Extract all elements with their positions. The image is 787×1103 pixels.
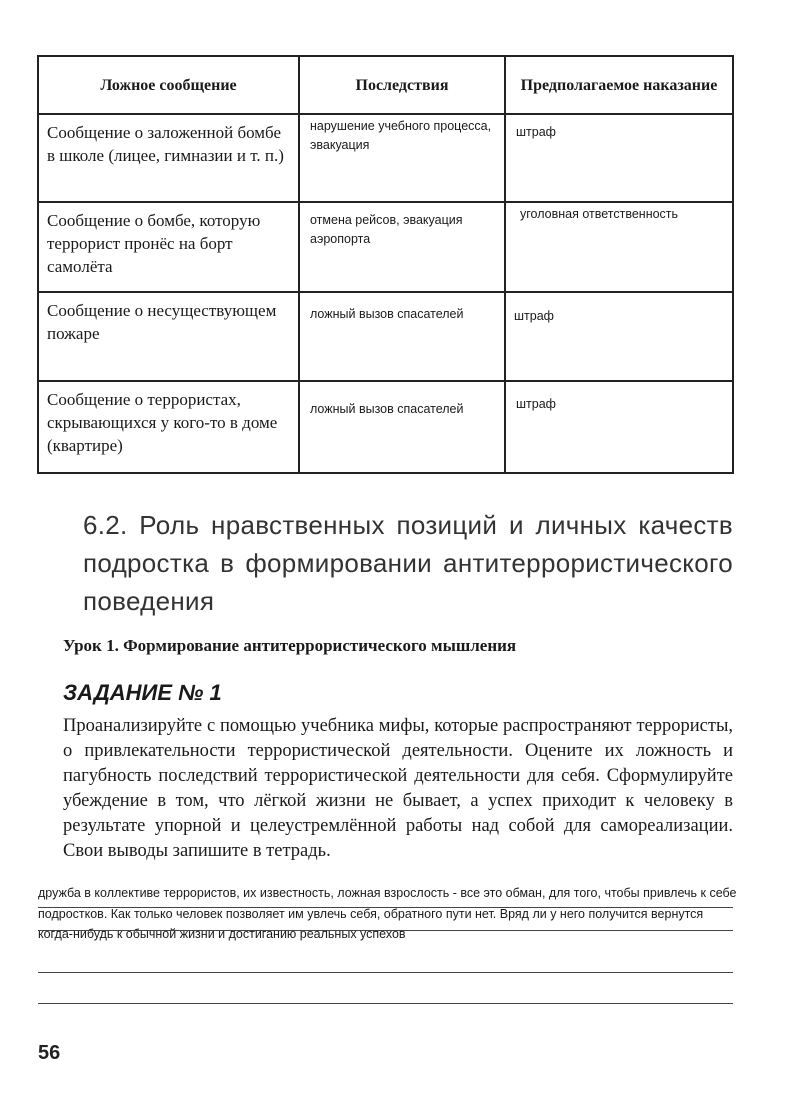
answer-text[interactable]: дружба в коллективе террористов, их известность, ложная взрослость - все это обман, для того, чтобы привлечь к себе подростков. Как только человек позволяет им увлечь себя, обратного пути нет. Вряд ли у него получится вернутся когда-нибудь к обычной жизни и достиганию реальных успехов [38,886,737,941]
lesson-title: Урок 1. Формирование антитеррористического мышления [63,636,517,655]
consequences-cell[interactable]: нарушение учебного процесса, эвакуация [299,114,505,202]
punishment-cell[interactable]: уголовная ответственность [505,202,733,292]
answer-line [38,930,733,931]
section-title: 6.2. Роль нравственных позиций и личных качеств подростка в формировании антитеррористического поведения [83,510,733,616]
message-cell: Сообщение о бомбе, которую террорист пронёс на борт самолёта [38,202,299,292]
punishment-cell[interactable]: штраф [505,292,733,381]
punishment-cell[interactable]: штраф [505,381,733,473]
consequences-cell[interactable]: отмена рейсов, эвакуация аэропорта [299,202,505,292]
header-punishment: Предполагаемое наказание [505,56,733,114]
consequences-cell[interactable]: ложный вызов спасателей [299,381,505,473]
answer-line [38,972,733,973]
task-title: ЗАДАНИЕ № 1 [63,680,222,705]
consequences-cell[interactable]: ложный вызов спасателей [299,292,505,381]
table-row [38,202,733,292]
message-cell: Сообщение о заложенной бомбе в школе (лицее, гимназии и т. п.) [38,114,299,202]
answer-line [38,907,733,908]
false-reports-table [37,55,734,474]
page-number: 56 [38,1042,61,1064]
answer-line [38,1003,733,1004]
header-consequences: Последствия [299,56,505,114]
message-cell: Сообщение о террористах, скрывающихся у кого-то в доме (квартире) [38,381,299,473]
task-text: Проанализируйте с помощью учебника мифы, которые распространяют террористы, о привлекательности террористической деятельности. Оцените их ложность и пагубность последствий террористической деятельности для себя. Сформулируйте убеждение в том, что лёгкой жизни не бывает, а успех приходит к человеку в результате упорной и целеустремлённой работы над собой для самореализации. Свои выводы запишите в тетрадь. [63,716,733,861]
punishment-cell[interactable]: штраф [505,114,733,202]
message-cell: Сообщение о несуществующем пожаре [38,292,299,381]
table-row [38,381,733,473]
header-message: Ложное сообщение [38,56,299,114]
table-row [38,114,733,202]
table-header [38,56,733,114]
table-row [38,292,733,381]
